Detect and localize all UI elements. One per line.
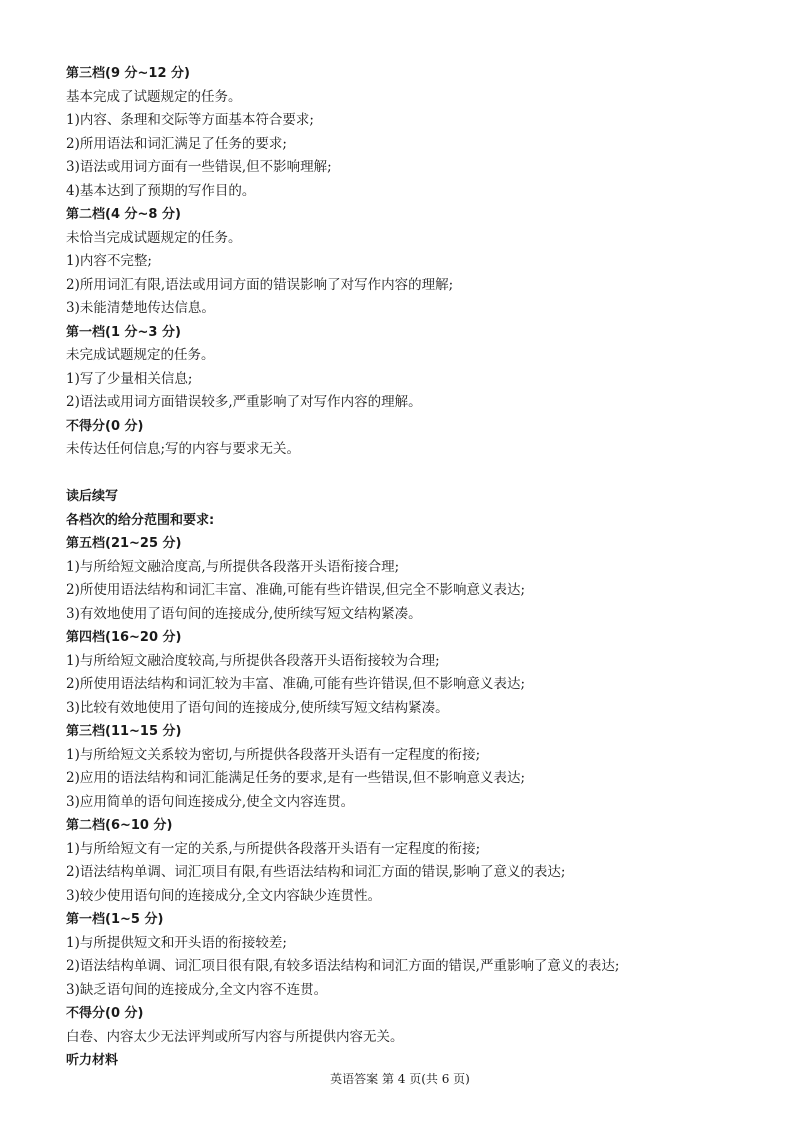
band2-heading: 第二档(4 分~8 分) [66, 207, 181, 222]
band2-desc: 未恰当完成试题规定的任务。 [66, 229, 242, 246]
cont-band5-item: 1)与所给短文融洽度高,与所提供各段落开头语衔接合理; [66, 558, 400, 575]
footer-page-number: 英语答案 第 4 页(共 6 页) [330, 1072, 470, 1086]
cont-band5-item: 2)所使用语法结构和词汇丰富、准确,可能有些许错误,但完全不影响意义表达; [66, 582, 525, 598]
cont-band4-item: 1)与所给短文融洽度较高,与所提供各段落开头语衔接较为合理; [66, 652, 440, 669]
page-content [66, 62, 746, 1073]
cont-band3-item: 2)应用的语法结构和词汇能满足任务的要求,是有一些错误,但不影响意义表达; [66, 770, 525, 786]
cont-band1-item: 1)与所提供短文和开头语的衔接较差; [66, 934, 287, 951]
band2-item: 3)未能清楚地传达信息。 [66, 300, 215, 316]
cont-band2-item: 2)语法结构单调、词汇项目有限,有些语法结构和词汇方面的错误,影响了意义的表达; [66, 864, 566, 880]
cont-band4-item: 3)比较有效地使用了语句间的连接成分,使所续写短文结构紧凑。 [66, 699, 449, 716]
band3-item: 2)所用语法和词汇满足了任务的要求; [66, 135, 287, 152]
band3-item: 1)内容、条理和交际等方面基本符合要求; [66, 112, 314, 128]
band3-item: 4)基本达到了预期的写作目的。 [66, 182, 256, 199]
band1-desc: 未完成试题规定的任务。 [66, 347, 215, 363]
section-title: 读后续写 [66, 489, 119, 504]
cont-band2-item: 1)与所给短文有一定的关系,与所提供各段落开头语有一定程度的衔接; [66, 840, 481, 857]
next-section-title: 听力材料 [66, 1053, 119, 1068]
band1-heading: 第一档(1 分~3 分) [66, 324, 181, 340]
cont-band0-heading: 不得分(0 分) [66, 1006, 144, 1021]
cont-band4-item: 2)所使用语法结构和词汇较为丰富、准确,可能有些许错误,但不影响意义表达; [66, 676, 525, 692]
band0-desc: 未传达任何信息;写的内容与要求无关。 [66, 441, 301, 457]
cont-band5-heading: 第五档(21~25 分) [66, 536, 182, 551]
band2-item: 1)内容不完整; [66, 253, 152, 269]
section-subtitle: 各档次的给分范围和要求: [66, 512, 215, 528]
band3-item: 3)语法或用词方面有一些错误,但不影响理解; [66, 159, 332, 175]
band1-item: 2)语法或用词方面错误较多,严重影响了对写作内容的理解。 [66, 394, 422, 410]
band1-item: 1)写了少量相关信息; [66, 370, 193, 387]
band3-desc: 基本完成了试题规定的任务。 [66, 88, 242, 105]
band3-heading: 第三档(9 分~12 分) [66, 66, 190, 81]
cont-band5-item: 3)有效地使用了语句间的连接成分,使所续写短文结构紧凑。 [66, 605, 422, 622]
section-spacer [66, 462, 746, 486]
cont-band2-item: 3)较少使用语句间的连接成分,全文内容缺少连贯性。 [66, 887, 382, 904]
cont-band4-heading: 第四档(16~20 分) [66, 630, 182, 645]
cont-band1-heading: 第一档(1~5 分) [66, 912, 164, 927]
cont-band1-item: 2)语法结构单调、词汇项目很有限,有较多语法结构和词汇方面的错误,严重影响了意义的表达; [66, 958, 620, 974]
cont-band0-desc: 白卷、内容太少无法评判或所写内容与所提供内容无关。 [66, 1028, 404, 1045]
cont-band3-item: 1)与所给短文关系较为密切,与所提供各段落开头语有一定程度的衔接; [66, 746, 481, 763]
band0-heading: 不得分(0 分) [66, 418, 144, 434]
cont-band3-item: 3)应用简单的语句间连接成分,使全文内容连贯。 [66, 793, 355, 810]
cont-band2-heading: 第二档(6~10 分) [66, 818, 173, 833]
cont-band1-item: 3)缺乏语句间的连接成分,全文内容不连贯。 [66, 981, 328, 998]
band2-item: 2)所用词汇有限,语法或用词方面的错误影响了对写作内容的理解; [66, 276, 454, 293]
page-footer [0, 1071, 800, 1087]
cont-band3-heading: 第三档(11~15 分) [66, 724, 182, 739]
